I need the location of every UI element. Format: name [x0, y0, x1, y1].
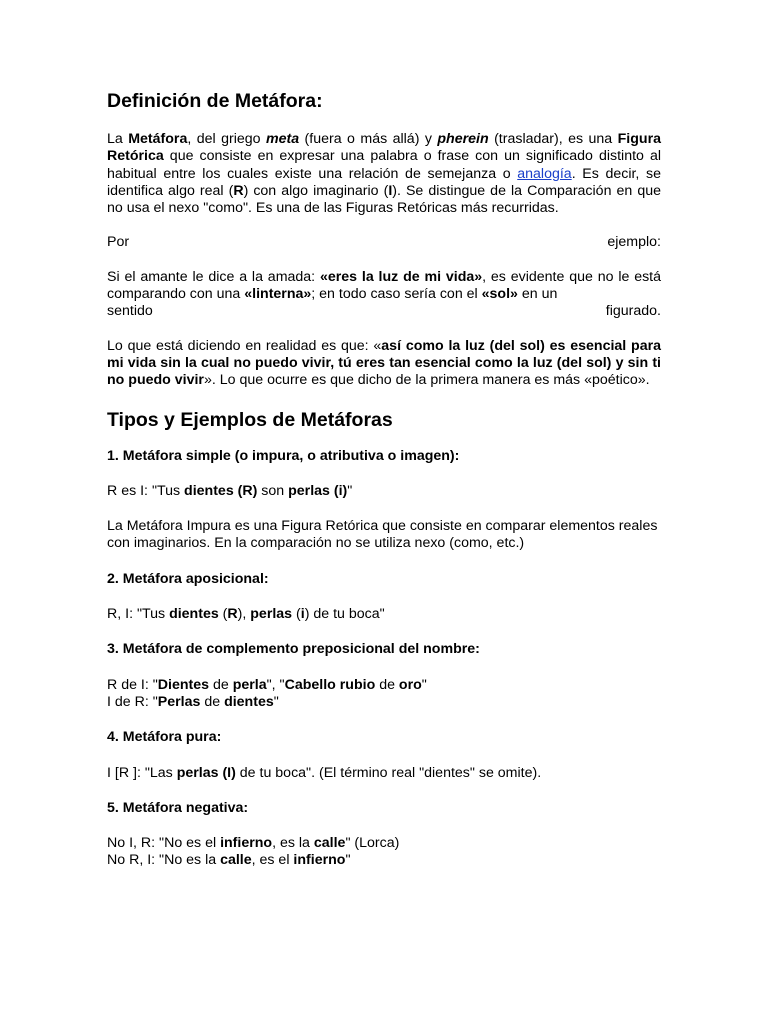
example-text: en un [517, 286, 558, 303]
example-paragraph [107, 269, 661, 304]
por-ejemplo-line [107, 234, 661, 251]
example-last-line [107, 303, 661, 320]
document-content [107, 88, 661, 870]
quote-sol: «sol» [481, 286, 518, 303]
section-2-title: 2. Metáfora aposicional: [107, 570, 269, 587]
intro-paragraph [107, 131, 661, 217]
example-text: , es evidente que no le está comparando con una [107, 268, 662, 303]
explain-bold: así como la luz (del sol) es esencial para mi vida sin la cual no puedo vivir, tú eres tan esencial como la luz (del sol) y sin ti no puedo vivir [107, 337, 662, 389]
intro-text: ) con algo imaginario ( [243, 182, 389, 199]
term-metafora: Metáfora [128, 131, 188, 147]
section-5-example-1: No I, R: "No es el infierno, es la calle" (Lorca) [107, 835, 400, 852]
figurado-word: figurado. [605, 303, 661, 320]
explain-paragraph [107, 338, 661, 390]
example-text: ; en todo caso sería con el [311, 286, 482, 303]
quote-luz: «eres la luz de mi vida» [319, 268, 483, 285]
section-4-example: I [R ]: "Las perlas (I) de tu boca". (El término real "dientes" se omite). [107, 764, 542, 781]
intro-text: . Es decir, se identifica algo real ( [107, 165, 661, 199]
intro-text: (fuera o más allá) y [299, 131, 438, 147]
section-5-example-2: No R, I: "No es la calle, es el infierno" [107, 852, 351, 869]
example-text: Si el amante le dice a la amada: [107, 268, 320, 285]
intro-text: (trasladar), es una [488, 131, 618, 147]
section-1-example: R es I: "Tus dientes (R) son perlas (i)" [107, 482, 353, 499]
analogia-link[interactable]: analogía [517, 165, 572, 182]
section-2-example: R, I: "Tus dientes (R), perlas (i) de tu boca" [107, 606, 385, 623]
explain-text: ». Lo que ocurre es que dicho de la primera manera es más «poético». [203, 372, 650, 389]
section-3-title: 3. Metáfora de complemento preposicional del nombre: [107, 641, 480, 658]
intro-text: La [107, 131, 129, 147]
explain-text: Lo que está diciendo en realidad es que: « [107, 337, 382, 354]
section-1-description: La Metáfora Impura es una Figura Retórica que consiste en comparar elementos reales con imaginarios. En la comparación no se utiliza nexo (como, etc.) [107, 518, 658, 552]
section-3-example-2: I de R: "Perlas de dientes" [107, 693, 279, 710]
term-meta: meta [265, 131, 300, 147]
definition-heading: Definición de Metáfora: [107, 90, 323, 112]
section-1-title: 1. Metáfora simple (o impura, o atributiva o imagen): [107, 447, 460, 464]
sentido-word: sentido [107, 303, 153, 320]
term-r: R [233, 182, 244, 199]
section-3-example-1: R de I: "Dientes de perla", "Cabello rubio de oro" [107, 676, 427, 693]
quote-linterna: «linterna» [244, 286, 312, 303]
intro-text: que consiste en expresar una palabra o frase con un significado distinto al habitual entre los cuales existe una relación de semejanza o [107, 148, 661, 182]
intro-text: , del griego [187, 131, 266, 147]
ejemplo-word: ejemplo: [607, 234, 661, 251]
tipos-heading: Tipos y Ejemplos de Metáforas [107, 408, 393, 431]
term-pherein: pherein [437, 131, 489, 147]
section-5-title: 5. Metáfora negativa: [107, 799, 249, 816]
por-word: Por [107, 234, 130, 251]
section-4-title: 4. Metáfora pura: [107, 729, 222, 746]
term-i: I [388, 182, 393, 199]
intro-text: ). Se distingue de la Comparación en que no usa el nexo "como". Es una de las Figuras Retóricas más recurridas. [107, 182, 661, 217]
term-figura-retorica: Figura Retórica [107, 131, 661, 165]
